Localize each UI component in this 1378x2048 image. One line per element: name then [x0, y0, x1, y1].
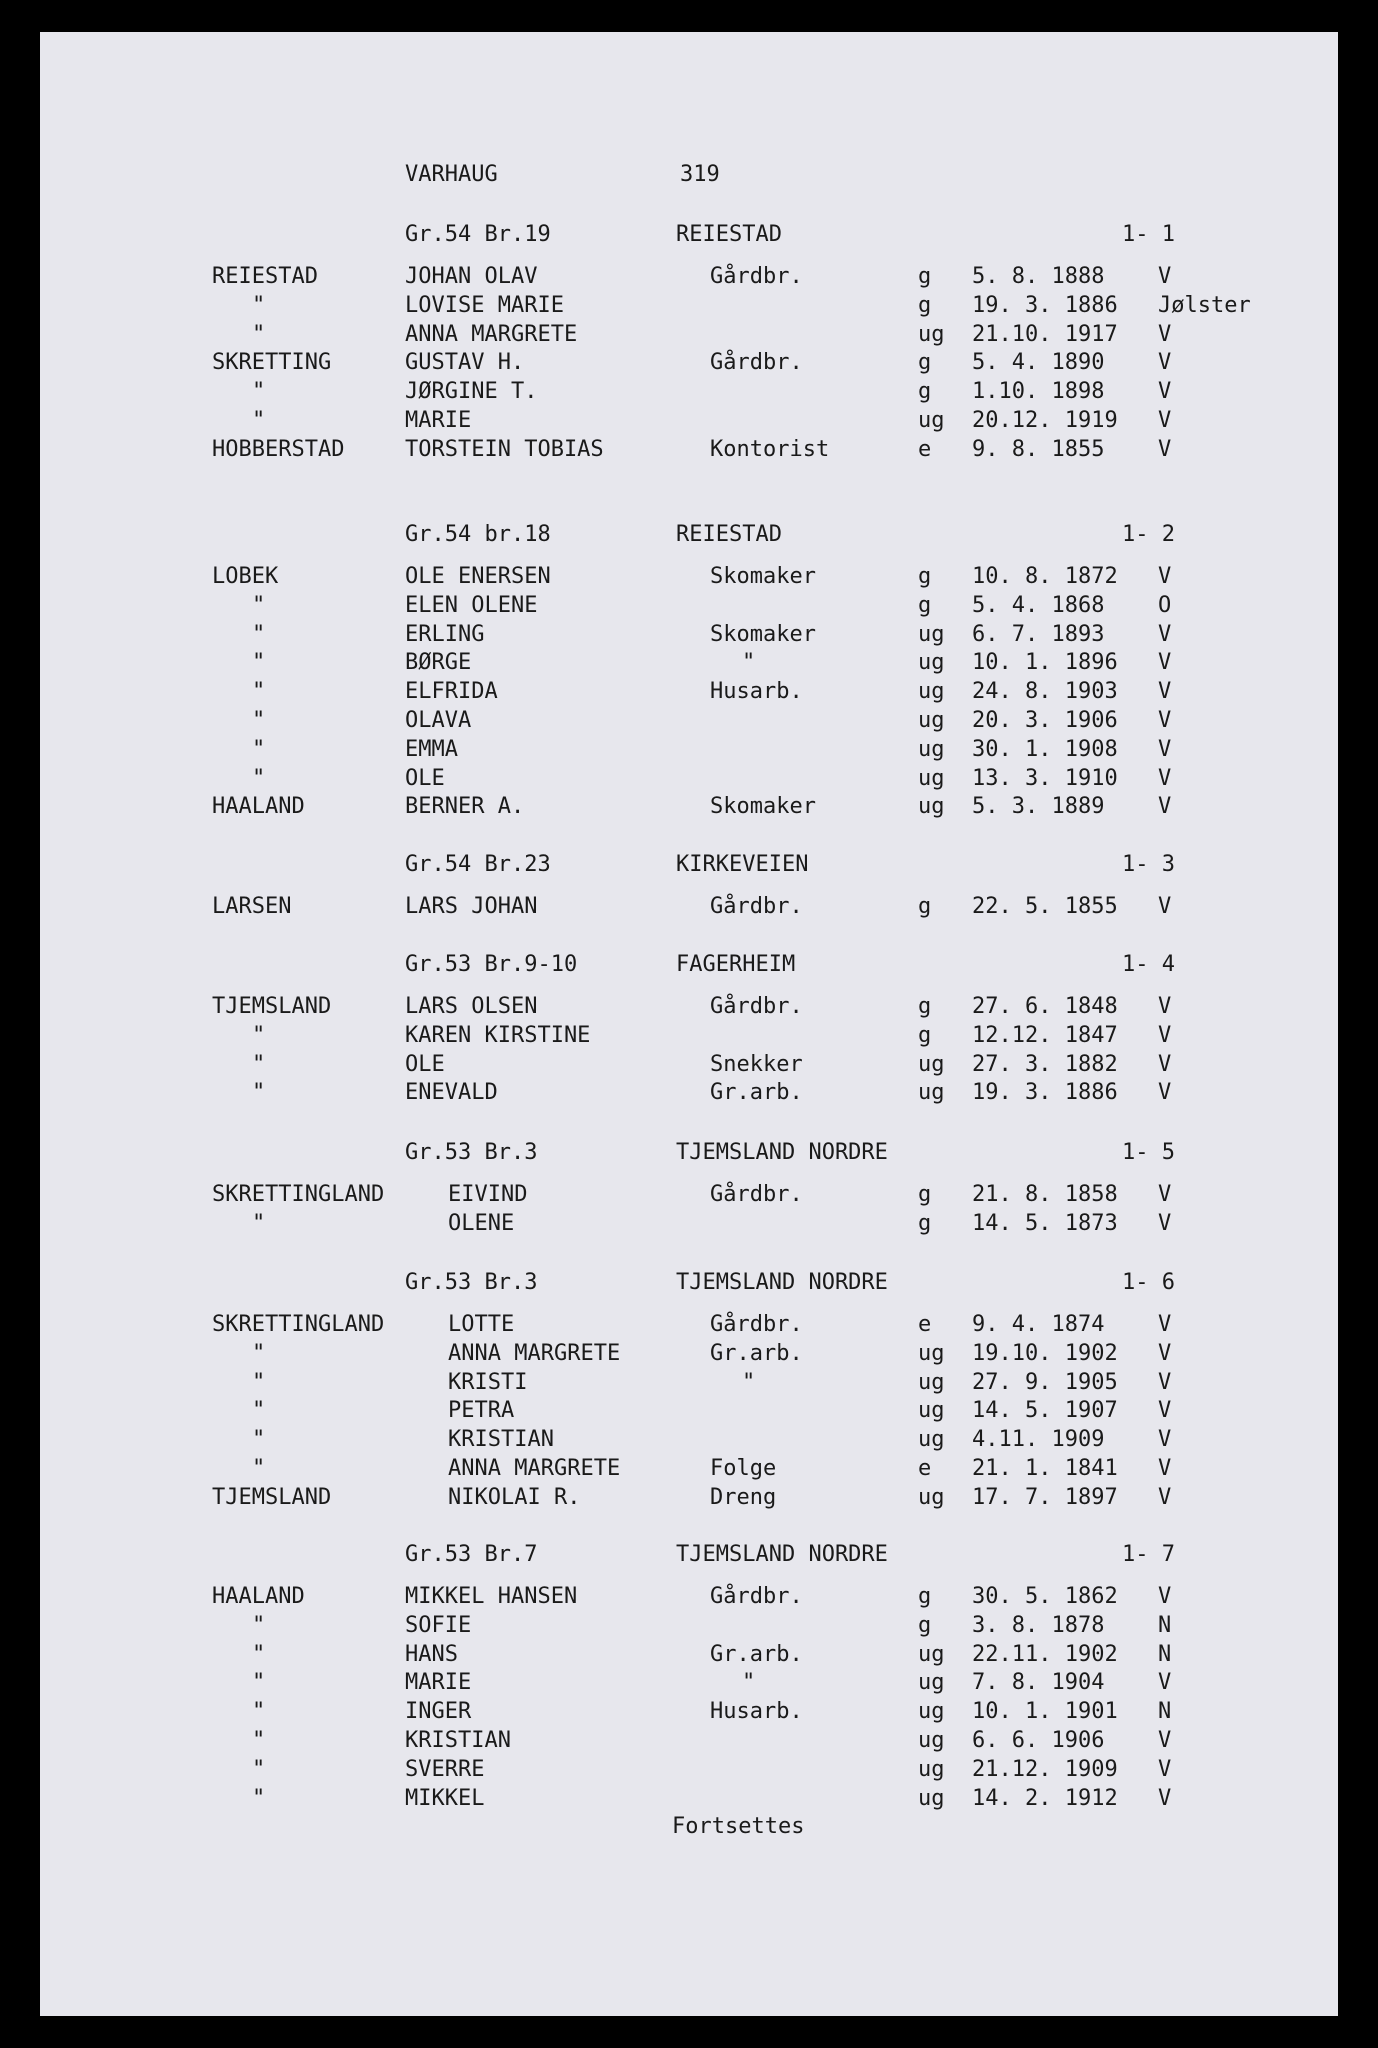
entry-occupation: ": [742, 1670, 756, 1696]
entry-occupation: ": [742, 1369, 756, 1395]
entry-occupation: Husarb.: [710, 679, 803, 705]
entry-date: 7. 8. 1904: [972, 1670, 1105, 1696]
entry-name: SVERRE: [405, 1756, 485, 1782]
section-code: 1- 6: [1122, 1270, 1175, 1295]
entry-status: e: [918, 1456, 932, 1481]
entry-status: g: [918, 292, 932, 318]
entry-name: LARS OLSEN: [405, 994, 538, 1019]
entry-status: ug: [918, 679, 945, 705]
entry-name: BERNER A.: [405, 794, 525, 820]
entry-name: ANNA MARGRETE: [448, 1456, 621, 1481]
entry-date: 21.10. 1917: [972, 321, 1118, 347]
section-code: 1- 1: [1122, 222, 1175, 247]
entry-surname: ": [252, 292, 266, 318]
entry-origin: O: [1158, 592, 1172, 618]
entry-date: 27. 9. 1905: [972, 1369, 1118, 1395]
entry-surname: LARSEN: [212, 894, 292, 919]
entry-surname: ": [252, 1728, 266, 1753]
entry-status: ug: [918, 1080, 945, 1106]
entry-name: ERLING: [405, 621, 485, 647]
entry-surname: ": [252, 1369, 266, 1395]
section-ref: Gr.53 Br.3: [405, 1270, 538, 1295]
entry-origin: V: [1158, 564, 1172, 589]
entry-surname: TJEMSLAND: [212, 994, 332, 1019]
entry-origin: V: [1158, 1756, 1172, 1782]
entry-origin: Jølster: [1158, 292, 1251, 318]
entry-date: 20.12. 1919: [972, 408, 1118, 433]
entry-date: 1.10. 1898: [972, 379, 1105, 405]
entry-name: BØRGE: [405, 650, 472, 676]
entry-surname: ": [252, 765, 266, 791]
entry-name: PETRA: [448, 1398, 515, 1424]
entry-name: EIVIND: [448, 1182, 528, 1207]
entry-occupation: Gr.arb.: [710, 1340, 803, 1366]
entry-surname: TJEMSLAND: [212, 1484, 332, 1510]
entry-surname: ": [252, 1022, 266, 1048]
entry-origin: V: [1158, 1051, 1172, 1077]
entry-origin: N: [1158, 1641, 1172, 1667]
section-code: 1- 4: [1122, 952, 1175, 977]
entry-date: 9. 8. 1855: [972, 436, 1105, 462]
entry-status: g: [918, 1584, 932, 1609]
entry-date: 19. 3. 1886: [972, 1080, 1118, 1106]
entry-name: KRISTI: [448, 1369, 528, 1395]
entry-date: 3. 8. 1878: [972, 1612, 1105, 1638]
entry-surname: ": [252, 1785, 266, 1811]
entry-origin: V: [1158, 1670, 1172, 1696]
entry-origin: V: [1158, 736, 1172, 762]
entry-date: 19.10. 1902: [972, 1340, 1118, 1366]
entry-date: 5. 3. 1889: [972, 794, 1105, 820]
entry-date: 22.11. 1902: [972, 1641, 1118, 1667]
entry-surname: ": [252, 650, 266, 676]
entry-status: ug: [918, 1728, 945, 1753]
entry-name: OLAVA: [405, 708, 472, 733]
entry-name: NIKOLAI R.: [448, 1484, 581, 1510]
entry-surname: ": [252, 1340, 266, 1366]
entry-name: TORSTEIN TOBIAS: [405, 436, 604, 462]
section-farm: FAGERHEIM: [676, 952, 796, 977]
entry-surname: ": [252, 1080, 266, 1106]
entry-origin: V: [1158, 1369, 1172, 1395]
entry-date: 21. 1. 1841: [972, 1456, 1118, 1481]
section-code: 1- 5: [1122, 1140, 1175, 1165]
entry-name: JOHAN OLAV: [405, 264, 538, 289]
entry-status: ug: [918, 794, 945, 820]
section-ref: Gr.53 Br.9-10: [405, 952, 578, 977]
entry-surname: ": [252, 1398, 266, 1424]
section-code: 1- 3: [1122, 852, 1175, 877]
entry-surname: ": [252, 1641, 266, 1667]
entry-status: ug: [918, 650, 945, 676]
entry-status: g: [918, 994, 932, 1019]
entry-occupation: Gårdbr.: [710, 894, 803, 919]
entry-name: KRISTIAN: [405, 1728, 511, 1753]
entry-status: ug: [918, 708, 945, 733]
entry-date: 24. 8. 1903: [972, 679, 1118, 705]
entry-name: JØRGINE T.: [405, 379, 538, 405]
entry-occupation: Gr.arb.: [710, 1641, 803, 1667]
entry-status: g: [918, 350, 932, 376]
entry-surname: SKRETTINGLAND: [212, 1182, 385, 1207]
entry-date: 9. 4. 1874: [972, 1312, 1105, 1337]
entry-date: 20. 3. 1906: [972, 708, 1118, 733]
entry-surname: ": [252, 736, 266, 762]
entry-occupation: Gårdbr.: [710, 1312, 803, 1337]
entry-surname: ": [252, 1756, 266, 1782]
entry-name: MARIE: [405, 1670, 472, 1696]
entry-name: KAREN KIRSTINE: [405, 1022, 591, 1048]
entry-status: g: [918, 592, 932, 618]
entry-date: 4.11. 1909: [972, 1427, 1105, 1453]
entry-surname: ": [252, 679, 266, 705]
section-farm: TJEMSLAND NORDRE: [676, 1542, 888, 1567]
entry-name: LOTTE: [448, 1312, 515, 1337]
entry-occupation: Gårdbr.: [710, 994, 803, 1019]
entry-origin: V: [1158, 321, 1172, 347]
entry-date: 12.12. 1847: [972, 1022, 1118, 1048]
entry-status: ug: [918, 1398, 945, 1424]
entry-surname: ": [252, 379, 266, 405]
entry-status: ug: [918, 408, 945, 433]
entry-date: 14. 5. 1907: [972, 1398, 1118, 1424]
entry-date: 27. 3. 1882: [972, 1051, 1118, 1077]
entry-name: ELFRIDA: [405, 679, 498, 705]
place-name: VARHAUG: [405, 162, 498, 187]
entry-status: g: [918, 1210, 932, 1236]
entry-status: e: [918, 436, 932, 462]
entry-name: OLE: [405, 1051, 445, 1077]
entry-occupation: ": [742, 650, 756, 676]
entry-date: 30. 5. 1862: [972, 1584, 1118, 1609]
entry-date: 30. 1. 1908: [972, 736, 1118, 762]
section-code: 1- 7: [1122, 1542, 1175, 1567]
entry-occupation: Gårdbr.: [710, 350, 803, 376]
entry-occupation: Gårdbr.: [710, 264, 803, 289]
entry-surname: ": [252, 1456, 266, 1481]
entry-occupation: Husarb.: [710, 1699, 803, 1725]
entry-surname: ": [252, 321, 266, 347]
entry-origin: V: [1158, 408, 1172, 433]
entry-name: ENEVALD: [405, 1080, 498, 1106]
section-farm: REIESTAD: [676, 222, 782, 247]
entry-surname: ": [252, 1699, 266, 1725]
entry-date: 22. 5. 1855: [972, 894, 1118, 919]
entry-status: ug: [918, 621, 945, 647]
entry-date: 5. 4. 1868: [972, 592, 1105, 618]
entry-origin: V: [1158, 1182, 1172, 1207]
entry-origin: V: [1158, 1785, 1172, 1811]
entry-name: OLE: [405, 765, 445, 791]
section-ref: Gr.53 Br.7: [405, 1542, 538, 1567]
entry-status: ug: [918, 1670, 945, 1696]
entry-surname: ": [252, 708, 266, 733]
entry-status: ug: [918, 765, 945, 791]
entry-occupation: Gårdbr.: [710, 1584, 803, 1609]
entry-origin: V: [1158, 894, 1172, 919]
entry-name: LARS JOHAN: [405, 894, 538, 919]
entry-date: 10. 1. 1896: [972, 650, 1118, 676]
entry-origin: V: [1158, 1340, 1172, 1366]
entry-origin: V: [1158, 765, 1172, 791]
entry-name: GUSTAV H.: [405, 350, 525, 376]
entry-origin: V: [1158, 1728, 1172, 1753]
section-ref: Gr.54 Br.19: [405, 222, 551, 247]
entry-date: 5. 8. 1888: [972, 264, 1105, 289]
entry-date: 19. 3. 1886: [972, 292, 1118, 318]
entry-surname: HOBBERSTAD: [212, 436, 345, 462]
entry-date: 27. 6. 1848: [972, 994, 1118, 1019]
entry-occupation: Snekker: [710, 1051, 803, 1077]
entry-surname: HAALAND: [212, 1584, 305, 1609]
entry-surname: ": [252, 1427, 266, 1453]
entry-date: 13. 3. 1910: [972, 765, 1118, 791]
entry-origin: V: [1158, 650, 1172, 676]
entry-surname: SKRETTINGLAND: [212, 1312, 385, 1337]
entry-origin: V: [1158, 1584, 1172, 1609]
entry-status: ug: [918, 1427, 945, 1453]
entry-origin: V: [1158, 436, 1172, 462]
entry-origin: V: [1158, 708, 1172, 733]
entry-surname: ": [252, 408, 266, 433]
entry-surname: SKRETTING: [212, 350, 332, 376]
entry-name: ELEN OLENE: [405, 592, 538, 618]
entry-name: ANNA MARGRETE: [448, 1340, 621, 1366]
entry-occupation: Skomaker: [710, 564, 816, 589]
section-farm: TJEMSLAND NORDRE: [676, 1270, 888, 1295]
entry-date: 21. 8. 1858: [972, 1182, 1118, 1207]
entry-name: HANS: [405, 1641, 458, 1667]
entry-occupation: Kontorist: [710, 436, 830, 462]
entry-origin: V: [1158, 1022, 1172, 1048]
continued-note: Fortsettes: [672, 1814, 805, 1839]
entry-origin: V: [1158, 379, 1172, 405]
section-farm: TJEMSLAND NORDRE: [676, 1140, 888, 1165]
entry-date: 6. 7. 1893: [972, 621, 1105, 647]
entry-origin: V: [1158, 994, 1172, 1019]
entry-origin: V: [1158, 1210, 1172, 1236]
entry-origin: V: [1158, 1312, 1172, 1337]
entry-occupation: Skomaker: [710, 621, 816, 647]
entry-origin: V: [1158, 1398, 1172, 1424]
entry-date: 14. 5. 1873: [972, 1210, 1118, 1236]
entry-status: g: [918, 264, 932, 289]
entry-name: SOFIE: [405, 1612, 472, 1638]
section-farm: KIRKEVEIEN: [676, 852, 809, 877]
entry-name: KRISTIAN: [448, 1427, 554, 1453]
entry-name: MIKKEL: [405, 1785, 485, 1811]
entry-status: ug: [918, 1641, 945, 1667]
entry-date: 10. 1. 1901: [972, 1699, 1118, 1725]
entry-surname: ": [252, 1051, 266, 1077]
entry-status: ug: [918, 1756, 945, 1782]
entry-name: MARIE: [405, 408, 472, 433]
entry-occupation: Dreng: [710, 1484, 777, 1510]
entry-surname: ": [252, 621, 266, 647]
entry-surname: LOBEK: [212, 564, 279, 589]
entry-status: g: [918, 1022, 932, 1048]
entry-status: ug: [918, 1051, 945, 1077]
entry-origin: V: [1158, 264, 1172, 289]
entry-status: ug: [918, 1369, 945, 1395]
section-ref: Gr.54 Br.23: [405, 852, 551, 877]
entry-date: 21.12. 1909: [972, 1756, 1118, 1782]
entry-name: INGER: [405, 1699, 472, 1725]
section-ref: Gr.54 br.18: [405, 522, 551, 547]
entry-occupation: Folge: [710, 1456, 777, 1481]
entry-status: ug: [918, 1699, 945, 1725]
entry-date: 17. 7. 1897: [972, 1484, 1118, 1510]
section-farm: REIESTAD: [676, 522, 782, 547]
entry-origin: V: [1158, 794, 1172, 820]
entry-origin: V: [1158, 1456, 1172, 1481]
entry-status: ug: [918, 1484, 945, 1510]
entry-surname: HAALAND: [212, 794, 305, 820]
entry-occupation: Gr.arb.: [710, 1080, 803, 1106]
entry-status: g: [918, 1182, 932, 1207]
entry-name: OLENE: [448, 1210, 515, 1236]
entry-date: 10. 8. 1872: [972, 564, 1118, 589]
document-page: [40, 32, 1338, 2016]
entry-status: g: [918, 379, 932, 405]
entry-status: ug: [918, 1340, 945, 1366]
entry-name: ANNA MARGRETE: [405, 321, 578, 347]
section-ref: Gr.53 Br.3: [405, 1140, 538, 1165]
entry-surname: REIESTAD: [212, 264, 318, 289]
entry-date: 5. 4. 1890: [972, 350, 1105, 376]
entry-name: OLE ENERSEN: [405, 564, 551, 589]
entry-origin: V: [1158, 621, 1172, 647]
entry-status: e: [918, 1312, 932, 1337]
entry-surname: ": [252, 1210, 266, 1236]
entry-status: g: [918, 894, 932, 919]
entry-status: g: [918, 564, 932, 589]
entry-date: 6. 6. 1906: [972, 1728, 1105, 1753]
entry-status: g: [918, 1612, 932, 1638]
entry-origin: N: [1158, 1699, 1172, 1725]
entry-origin: V: [1158, 350, 1172, 376]
entry-status: ug: [918, 321, 945, 347]
entry-name: LOVISE MARIE: [405, 292, 564, 318]
entry-name: EMMA: [405, 736, 458, 762]
entry-occupation: Skomaker: [710, 794, 816, 820]
section-code: 1- 2: [1122, 522, 1175, 547]
entry-surname: ": [252, 592, 266, 618]
entry-origin: V: [1158, 1080, 1172, 1106]
entry-date: 14. 2. 1912: [972, 1785, 1118, 1811]
entry-origin: V: [1158, 679, 1172, 705]
entry-origin: V: [1158, 1427, 1172, 1453]
entry-status: ug: [918, 736, 945, 762]
page-number: 319: [680, 162, 720, 187]
entry-origin: V: [1158, 1484, 1172, 1510]
entry-occupation: Gårdbr.: [710, 1182, 803, 1207]
entry-surname: ": [252, 1670, 266, 1696]
entry-status: ug: [918, 1785, 945, 1811]
entry-origin: N: [1158, 1612, 1172, 1638]
entry-name: MIKKEL HANSEN: [405, 1584, 578, 1609]
entry-surname: ": [252, 1612, 266, 1638]
